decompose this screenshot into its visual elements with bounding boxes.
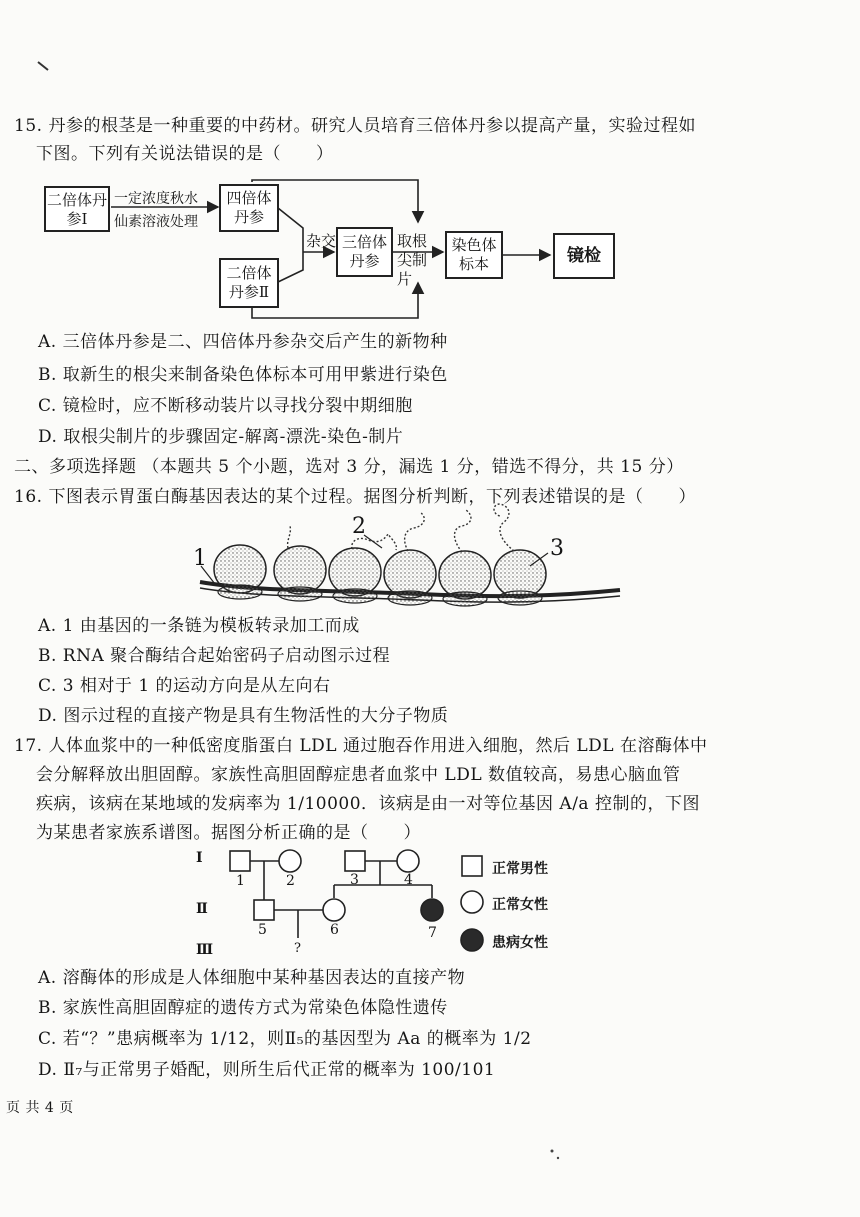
q15-stem-line2: 下图。下列有关说法错误的是（ ） <box>36 144 334 164</box>
q16-option-b: B. RNA 聚合酶结合起始密码子启动图示过程 <box>38 646 391 666</box>
q15-option-c: C. 镜检时，应不断移动装片以寻找分裂中期细胞 <box>38 396 413 416</box>
q16-option-a: A. 1 由基因的一条链为模板转录加工而成 <box>38 616 360 636</box>
q17-option-b: B. 家族性高胆固醇症的遗传方式为常染色体隐性遗传 <box>38 998 448 1018</box>
page-footer: 页 共 4 页 <box>6 1100 74 1116</box>
generation-I-label: Ⅰ <box>196 850 203 866</box>
treatment-label-line2: 仙素溶液处理 <box>114 214 198 230</box>
box-chromosome-specimen: 染色体标本 <box>445 231 503 279</box>
q17-stem-line2: 会分解释放出胆固醇。家族性高胆固醇症患者血浆中 LDL 数值较高，易患心脑血管 <box>36 765 681 785</box>
legend-normal-male-icon <box>462 856 482 876</box>
q16-option-d: D. 图示过程的直接产物是具有生物活性的大分子物质 <box>38 706 449 726</box>
legend-normal-female: 正常女性 <box>492 897 548 913</box>
generation-II-label: Ⅱ <box>196 901 208 917</box>
individual-II7-affected-female <box>421 899 443 921</box>
label-2: 2 <box>352 514 366 539</box>
box-diploid-2: 二倍体丹参Ⅱ <box>219 258 279 308</box>
legend-normal-female-icon <box>461 891 483 913</box>
individual-I2-female <box>279 850 301 872</box>
legend-affected-female-icon <box>461 929 483 951</box>
q15-stem-line1: 15. 丹参的根茎是一种重要的中药材。研究人员培育三倍体丹参以提高产量，实验过程如 <box>14 116 696 136</box>
q16-stem: 16. 下图表示胃蛋白酶基因表达的某个过程。据图分析判断，下列表述错误的是（ ） <box>14 487 696 507</box>
q16-option-c: C. 3 相对于 1 的运动方向是从左向右 <box>38 676 331 696</box>
individual-I4-female <box>397 850 419 872</box>
individual-number: 1 <box>236 873 245 889</box>
individual-number: 7 <box>428 925 437 941</box>
q17-stem-line3: 疾病，该病在某地域的发病率为 1/10000．该病是由一对等位基因 A/a 控制的，下图 <box>36 794 700 814</box>
root-tip-label: 取根尖制片 <box>397 232 428 288</box>
box-diploid-1: 二倍体丹参Ⅰ <box>44 186 110 232</box>
individual-I1-male <box>230 851 250 871</box>
individual-number: 3 <box>350 872 359 888</box>
q17-stem-line1: 17. 人体血浆中的一种低密度脂蛋白 LDL 通过胞吞作用进入细胞，然后 LDL 在溶酶体中 <box>14 736 708 756</box>
q17-option-c: C. 若“？”患病概率为 1/12，则Ⅱ₅的基因型为 Aa 的概率为 1/2 <box>38 1029 532 1049</box>
individual-II6-female <box>323 899 345 921</box>
q17-stem-line4: 为某患者家族系谱图。据图分析正确的是（ ） <box>36 823 421 843</box>
treatment-label-line1: 一定浓度秋水 <box>114 191 198 207</box>
legend-affected-female: 患病女性 <box>492 935 548 951</box>
legend-normal-male: 正常男性 <box>492 861 548 877</box>
individual-II5-male <box>254 900 274 920</box>
q15-option-a: A. 三倍体丹参是二、四倍体丹参杂交后产生的新物种 <box>38 332 448 352</box>
individual-I3-male <box>345 851 365 871</box>
generation-III-label: Ⅲ <box>196 942 214 958</box>
q17-option-d: D. Ⅱ₇与正常男子婚配，则所生后代正常的概率为 100/101 <box>38 1060 496 1080</box>
individual-number: 6 <box>330 922 339 938</box>
label-3: 3 <box>550 536 564 561</box>
q15-option-b: B. 取新生的根尖来制备染色体标本可用甲紫进行染色 <box>38 365 448 385</box>
unknown-offspring-label: ? <box>294 941 301 956</box>
individual-number: 4 <box>404 872 413 888</box>
box-triploid: 三倍体丹参 <box>336 227 393 277</box>
q15-option-d: D. 取根尖制片的步骤固定-解离-漂洗-染色-制片 <box>38 427 404 447</box>
individual-number: 2 <box>286 873 295 889</box>
individual-number: 5 <box>258 922 267 938</box>
box-microscope: 镜检 <box>553 233 615 279</box>
box-tetraploid: 四倍体丹参 <box>219 184 279 232</box>
label-1: 1 <box>193 546 207 571</box>
q17-option-a: A. 溶酶体的形成是人体细胞中某种基因表达的直接产物 <box>38 968 466 988</box>
section-2-heading: 二、多项选择题 （本题共 5 个小题，选对 3 分，漏选 1 分，错选不得分，共 15 分） <box>14 457 684 477</box>
cross-label: 杂交 <box>306 232 337 250</box>
